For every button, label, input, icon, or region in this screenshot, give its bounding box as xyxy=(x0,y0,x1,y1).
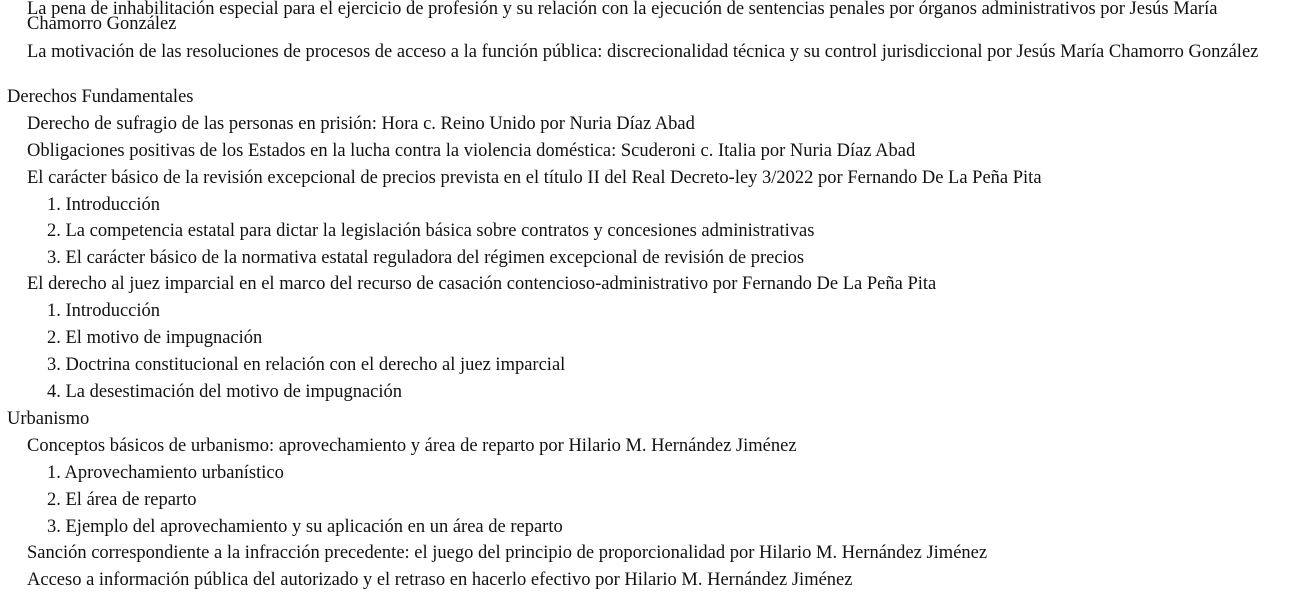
toc-subsection-link[interactable]: 4. La desestimación del motivo de impugnación xyxy=(47,382,403,402)
toc-article-link[interactable]: La motivación de las resoluciones de procesos de acceso a la función pública: discrecionalidad técnica y su control jurisdiccional por Jesús María Chamorro González xyxy=(27,42,1259,62)
toc-subsection-link[interactable]: 1. Introducción xyxy=(47,301,161,321)
toc-article-link[interactable]: Acceso a información pública del autorizado y el retraso en hacerlo efectivo por Hilario M. Hernández Jiménez xyxy=(27,570,853,590)
toc-article-link[interactable]: Derecho de sufragio de las personas en prisión: Hora c. Reino Unido por Nuria Díaz Abad xyxy=(27,114,695,134)
toc-article-link[interactable]: El carácter básico de la revisión excepcional de precios prevista en el título II del Real Decreto-ley 3/2022 por Fernando De La Peña Pita xyxy=(27,168,1042,188)
toc-subsection-link[interactable]: 1. Aprovechamiento urbanístico xyxy=(47,463,284,483)
toc-subsection-link[interactable]: 2. La competencia estatal para dictar la legislación básica sobre contratos y concesiones administrativas xyxy=(47,221,815,241)
toc-subsection-link[interactable]: 3. El carácter básico de la normativa estatal reguladora del régimen excepcional de revisión de precios xyxy=(47,248,805,268)
toc-article-link[interactable]: Conceptos básicos de urbanismo: aprovechamiento y área de reparto por Hilario M. Hernández Jiménez xyxy=(27,436,797,456)
toc-article-link[interactable]: La pena de inhabilitación especial para el ejercicio de profesión y su relación con la ejecución de sentencias penales por órganos administrativos por Jesús María Chamorro González xyxy=(27,0,1218,34)
toc-subsection-link[interactable]: 3. Doctrina constitucional en relación con el derecho al juez imparcial xyxy=(47,355,566,375)
toc-article-link[interactable]: El derecho al juez imparcial en el marco del recurso de casación contencioso-administrativo por Fernando De La Peña Pita xyxy=(27,274,937,294)
toc-article-link[interactable]: Sanción correspondiente a la infracción precedente: el juego del principio de proporcionalidad por Hilario M. Hernández Jiménez xyxy=(27,543,988,563)
toc-subsection-link[interactable]: 1. Introducción xyxy=(47,195,161,215)
toc-article-link[interactable]: Obligaciones positivas de los Estados en la lucha contra la violencia doméstica: Scuderoni c. Italia por Nuria Díaz Abad xyxy=(27,141,916,161)
toc-subsection-link[interactable]: 2. El motivo de impugnación xyxy=(47,328,263,348)
toc-section-heading[interactable]: Urbanismo xyxy=(7,409,90,429)
toc-subsection-link[interactable]: 2. El área de reparto xyxy=(47,490,197,510)
toc-section-heading[interactable]: Derechos Fundamentales xyxy=(7,87,194,107)
toc-subsection-link[interactable]: 3. Ejemplo del aprovechamiento y su aplicación en un área de reparto xyxy=(47,517,563,537)
